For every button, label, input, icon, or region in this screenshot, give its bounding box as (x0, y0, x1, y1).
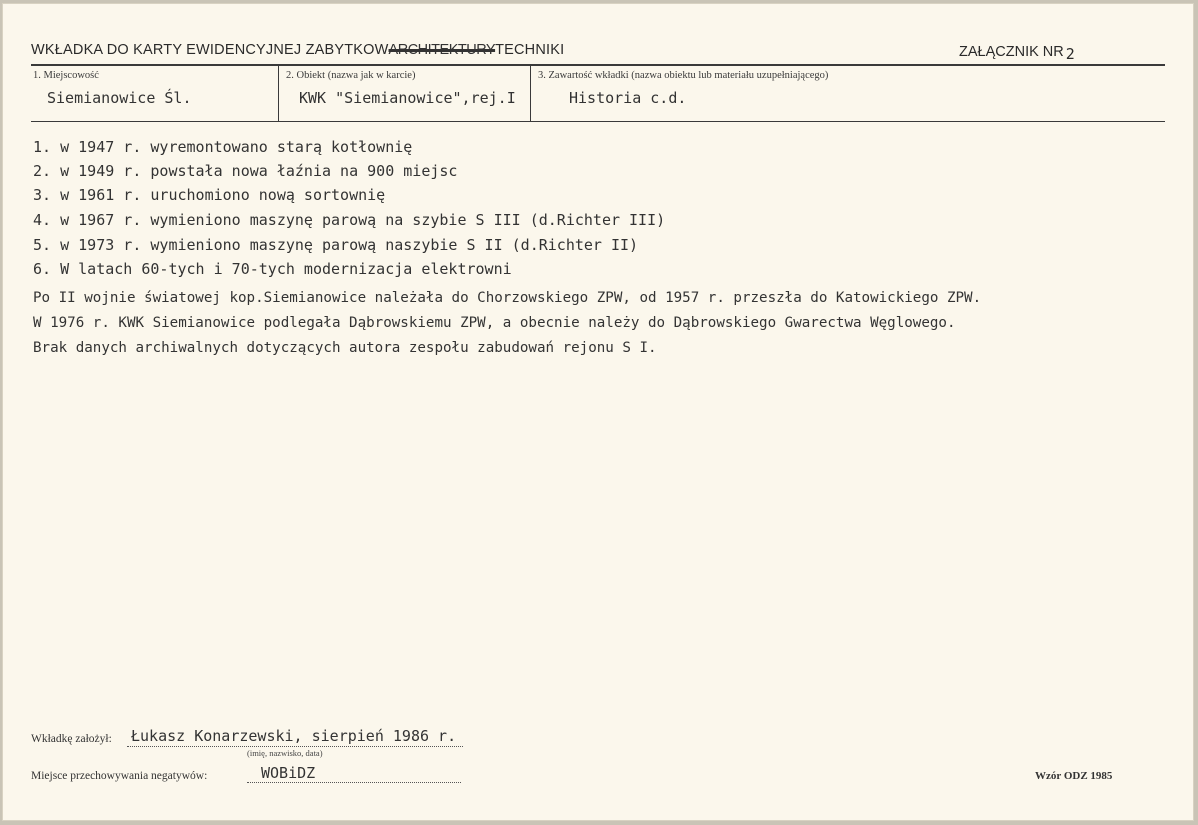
list-item: 2. w 1949 r. powstała nowa łaźnia na 900 miejsc (33, 162, 458, 180)
list-item: 3. w 1961 r. uruchomiono nową sortownię (33, 186, 386, 204)
storage-dotted-line (247, 782, 461, 783)
form-model: Wzór ODZ 1985 (1035, 770, 1113, 782)
storage-label: Miejsce przechowywania negatywów: (31, 770, 208, 782)
field-divider-1 (278, 66, 279, 122)
document-card (2, 3, 1194, 821)
attachment-number (959, 42, 1075, 63)
created-by-sublabel: (imię, nazwisko, data) (247, 748, 323, 758)
field-divider-2 (530, 66, 531, 122)
created-by-value: Łukasz Konarzewski, sierpień 1986 r. (131, 727, 457, 745)
paragraph-line: W 1976 r. KWK Siemianowice podlegała Dąbrowskiemu ZPW, a obecnie należy do Dąbrowskiego Gwarectwa Węglowego. (33, 315, 956, 331)
title-struck-word: ARCHITEKTURY (388, 42, 496, 58)
field-content-label: 3. Zawartość wkładki (nazwa obiektu lub materiału uzupełniającego) (538, 70, 829, 81)
storage-value: WOBiDZ (261, 764, 316, 782)
list-item: 1. w 1947 r. wyremontowano starą kotłownię (33, 138, 413, 156)
title-suffix: TECHNIKI (495, 42, 565, 58)
field-object-value: KWK "Siemianowice",rej.I (299, 89, 516, 107)
paragraph-line: Brak danych archiwalnych dotyczących autora zespołu zabudowań rejonu S I. (33, 340, 657, 356)
list-item: 4. w 1967 r. wymieniono maszynę parową na szybie S III (d.Richter III) (33, 211, 666, 229)
created-by-dotted-line (127, 746, 463, 747)
attachment-number-value: 2 (1065, 45, 1075, 63)
fields-bottom-rule (31, 121, 1165, 122)
field-locality-label: 1. Miejscowość (33, 70, 99, 81)
field-locality-value: Siemianowice Śl. (47, 89, 192, 107)
field-object-label: 2. Obiekt (nazwa jak w karcie) (286, 70, 416, 81)
header-rule (31, 64, 1165, 66)
attachment-label: ZAŁĄCZNIK NR (959, 44, 1064, 60)
list-item: 6. W latach 60-tych i 70-tych modernizacja elektrowni (33, 260, 512, 278)
title-prefix: WKŁADKA DO KARTY EWIDENCYJNEJ ZABYTKOW (31, 42, 389, 58)
created-by-label: Wkładkę założył: (31, 733, 112, 745)
list-item: 5. w 1973 r. wymieniono maszynę parową naszybie S II (d.Richter II) (33, 236, 639, 254)
document-title (31, 42, 564, 58)
paragraph-line: Po II wojnie światowej kop.Siemianowice należała do Chorzowskiego ZPW, od 1957 r. przeszła do Katowickiego ZPW. (33, 290, 982, 306)
field-content-value: Historia c.d. (569, 89, 687, 107)
